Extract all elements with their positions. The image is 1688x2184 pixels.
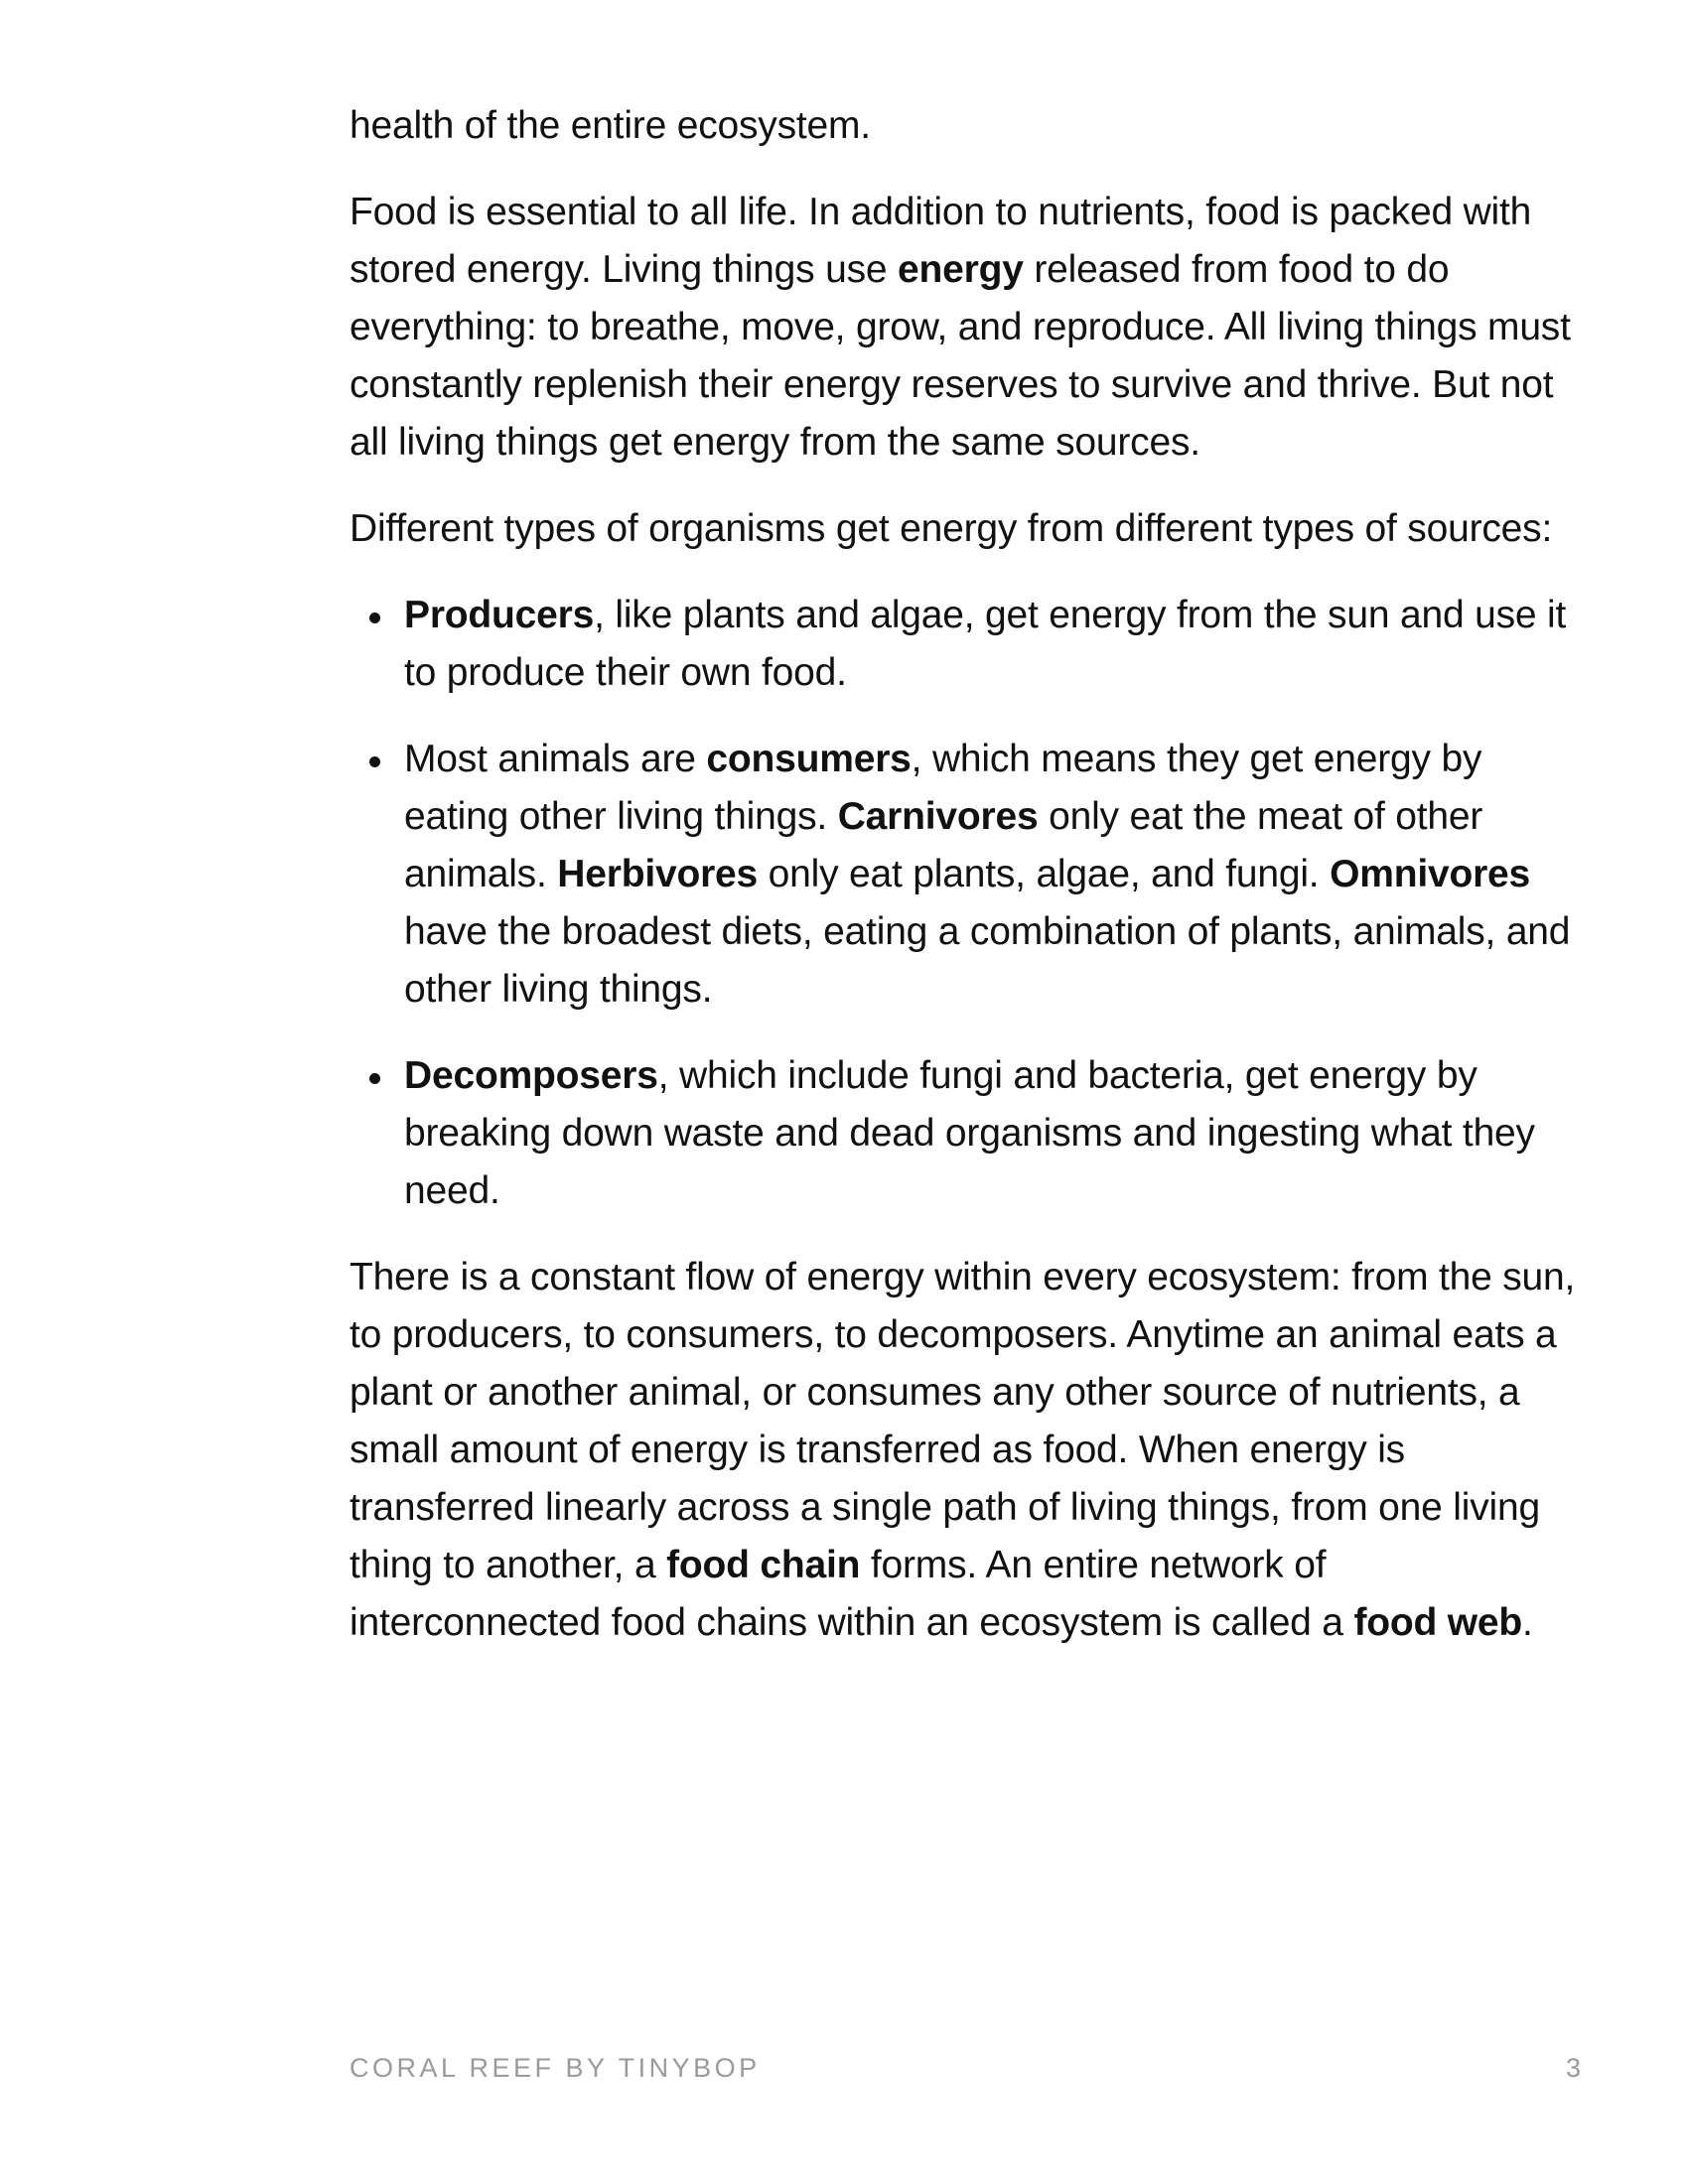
- list-item-text: [404, 594, 1566, 694]
- list-item-producers: [350, 587, 1581, 702]
- text-run: have the broadest diets, eating a combination of plants, animals, and other living things.: [404, 910, 1571, 1011]
- footer-book-title: CORAL REEF BY TINYBOP: [350, 2053, 761, 2083]
- text-run: only eat the meat of other animals.: [404, 795, 1483, 895]
- organism-types-list: [350, 587, 1581, 1220]
- list-item-text: [404, 738, 1570, 1011]
- paragraph-energy-sources: [350, 500, 1581, 558]
- bullet-icon: [369, 1073, 380, 1084]
- list-item-text: [404, 1054, 1535, 1212]
- bold-term: Herbivores: [557, 853, 759, 895]
- text-run: Different types of organisms get energy from different types of sources:: [350, 507, 1553, 550]
- text-run: Most animals are: [404, 738, 707, 780]
- text-run: , like plants and algae, get energy from the sun and use it to produce their own food.: [404, 594, 1567, 694]
- paragraph-food-energy: [350, 184, 1581, 472]
- document-body: [350, 97, 1581, 1681]
- text-run: health of the entire ecosystem.: [350, 104, 871, 147]
- bold-term: Decomposers: [404, 1054, 658, 1097]
- text-run: .: [1521, 1601, 1533, 1644]
- list-item-decomposers: [350, 1047, 1581, 1220]
- text-run: Food is essential to all life. In addition to nutrients, food is packed with stored energy. Living things use: [350, 191, 1532, 291]
- bold-term: Producers: [404, 594, 595, 636]
- list-item-consumers: [350, 731, 1581, 1019]
- text-run: , which include fungi and bacteria, get energy by breaking down waste and dead organisms and ingesting what they need.: [404, 1054, 1535, 1212]
- paragraph-food-chain: [350, 1249, 1581, 1652]
- bullet-icon: [369, 756, 380, 767]
- text-run: , which means they get energy by eating other living things.: [404, 738, 1482, 838]
- text-run: released from food to do everything: to breathe, move, grow, and reproduce. All living things must constantly replenish their energy reserves to survive and thrive. But not all living things get energy from the same sources.: [350, 248, 1571, 464]
- bold-term: consumers: [706, 738, 912, 780]
- paragraph-intro-continued: [350, 97, 1581, 155]
- text-run: forms. An entire network of interconnected food chains within an ecosystem is called a: [350, 1544, 1354, 1644]
- bold-term: Carnivores: [837, 795, 1039, 838]
- page-number: 3: [1565, 2053, 1581, 2083]
- text-run: There is a constant flow of energy within every ecosystem: from the sun, to producers, to consumers, to decomposers. Anytime an animal eats a plant or another animal, or consumes any other source of nutrients, a small amount of energy is transferred as food. When energy is transferred linearly across a single path of living things, from one living thing to another, a: [350, 1256, 1576, 1586]
- bold-term: food web: [1353, 1601, 1522, 1644]
- bullet-icon: [369, 613, 380, 623]
- bold-term: food chain: [666, 1544, 861, 1586]
- bold-term: Omnivores: [1330, 853, 1531, 895]
- bold-term: energy: [898, 248, 1024, 291]
- text-run: only eat plants, algae, and fungi.: [758, 853, 1331, 895]
